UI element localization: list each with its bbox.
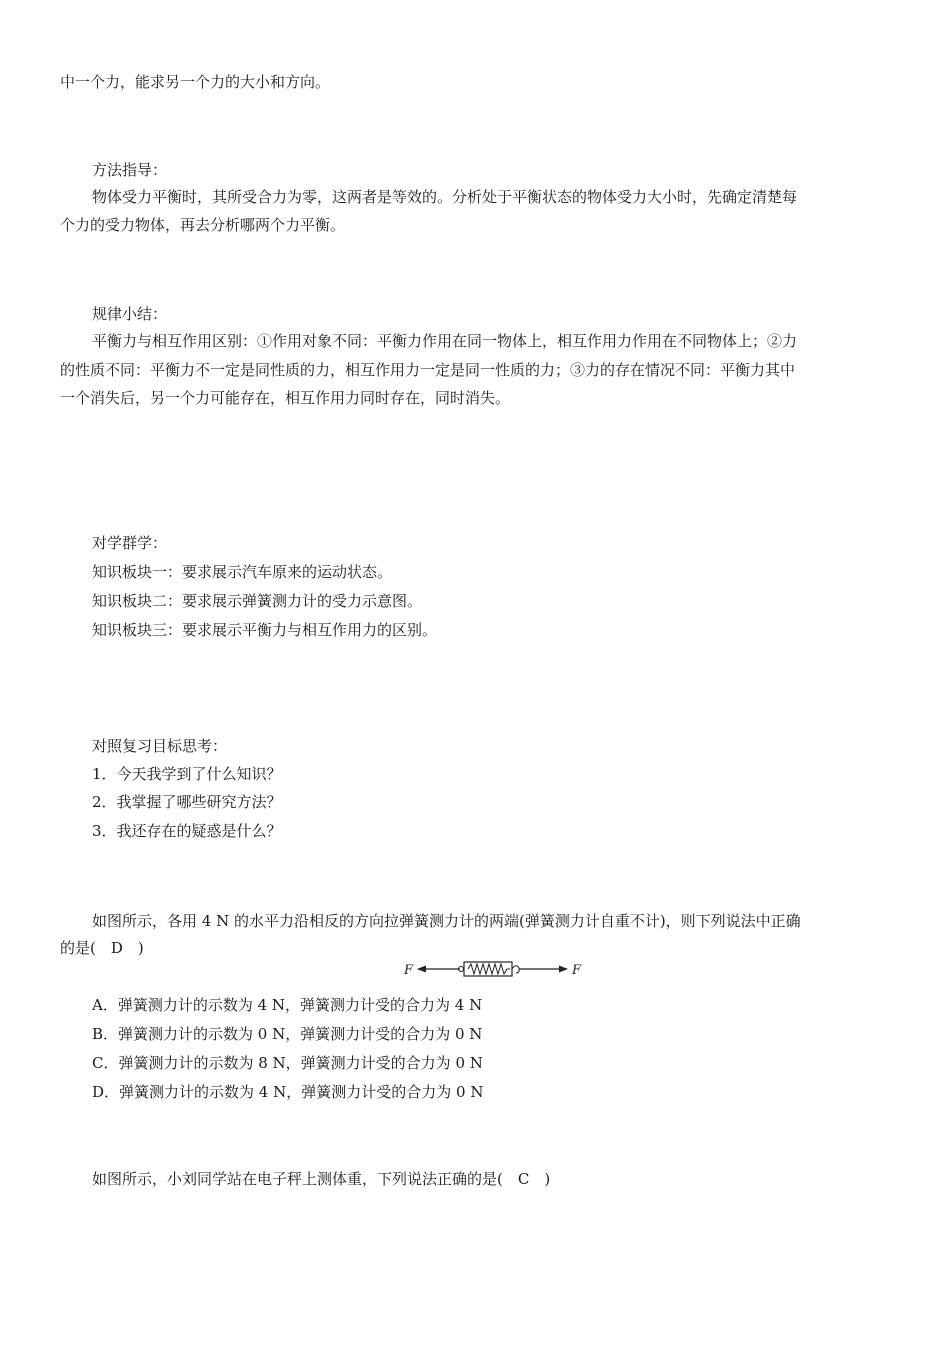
group-item-2: 知识板块二：要求展示弹簧测力计的受力示意图。 [92,592,423,610]
option-c: C．弹簧测力计的示数为 8 N，弹簧测力计受的合力为 0 N [92,1054,483,1072]
spring-scale-diagram [398,957,588,983]
intro-tail-text: 中一个力，能求另一个力的大小和方向。 [60,73,331,91]
option-d: D．弹簧测力计的示数为 4 N，弹簧测力计受的合力为 0 N [92,1083,484,1101]
group-item-1: 知识板块一：要求展示汽车原来的运动状态。 [92,563,393,581]
option-b: B．弹簧测力计的示数为 0 N，弹簧测力计受的合力为 0 N [92,1025,483,1043]
review-item-2: 2．我掌握了哪些研究方法？ [92,793,282,811]
left-arrowhead-icon [417,966,426,973]
summary-line-3: 一个消失后，另一个力可能存在，相互作用力同时存在，同时消失。 [60,389,511,407]
force-label-right: F [572,963,582,978]
right-arrowhead-icon [559,966,568,973]
force-label-left: F [404,963,414,978]
review-item-3: 3．我还存在的疑惑是什么？ [92,822,282,840]
summary-heading: 规律小结： [92,305,168,323]
review-heading: 对照复习目标思考： [92,737,228,755]
spring-scale-figure [398,957,588,983]
question-1-line-2: 的是( D ) [60,939,144,957]
method-line-2: 个力的受力物体，再去分析哪两个力平衡。 [60,216,346,234]
hook-icon [512,966,519,973]
method-heading: 方法指导： [92,161,168,179]
group-item-3: 知识板块三：要求展示平衡力与相互作用力的区别。 [92,621,438,639]
option-a: A．弹簧测力计的示数为 4 N，弹簧测力计受的合力为 4 N [92,996,483,1014]
summary-line-2: 的性质不同：平衡力不一定是同性质的力，相互作用力一定是同一性质的力；③力的存在情况不同：平衡力其中 [60,361,796,379]
review-item-1: 1．今天我学到了什么知识？ [92,765,282,783]
summary-line-1: 平衡力与相互作用区别：①作用对象不同：平衡力作用在同一物体上，相互作用力作用在不同物体上；②力 [92,332,798,350]
method-line-1: 物体受力平衡时，其所受合力为零，这两者是等效的。分析处于平衡状态的物体受力大小时，先确定清楚每 [92,188,798,206]
question-2-line-1: 如图所示，小刘同学站在电子秤上测体重，下列说法正确的是( C ) [92,1170,551,1188]
group-heading: 对学群学： [92,534,168,552]
question-1-line-1: 如图所示，各用 4 N 的水平力沿相反的方向拉弹簧测力计的两端(弹簧测力计自重不计)，则下列说法中正确 [92,912,801,930]
